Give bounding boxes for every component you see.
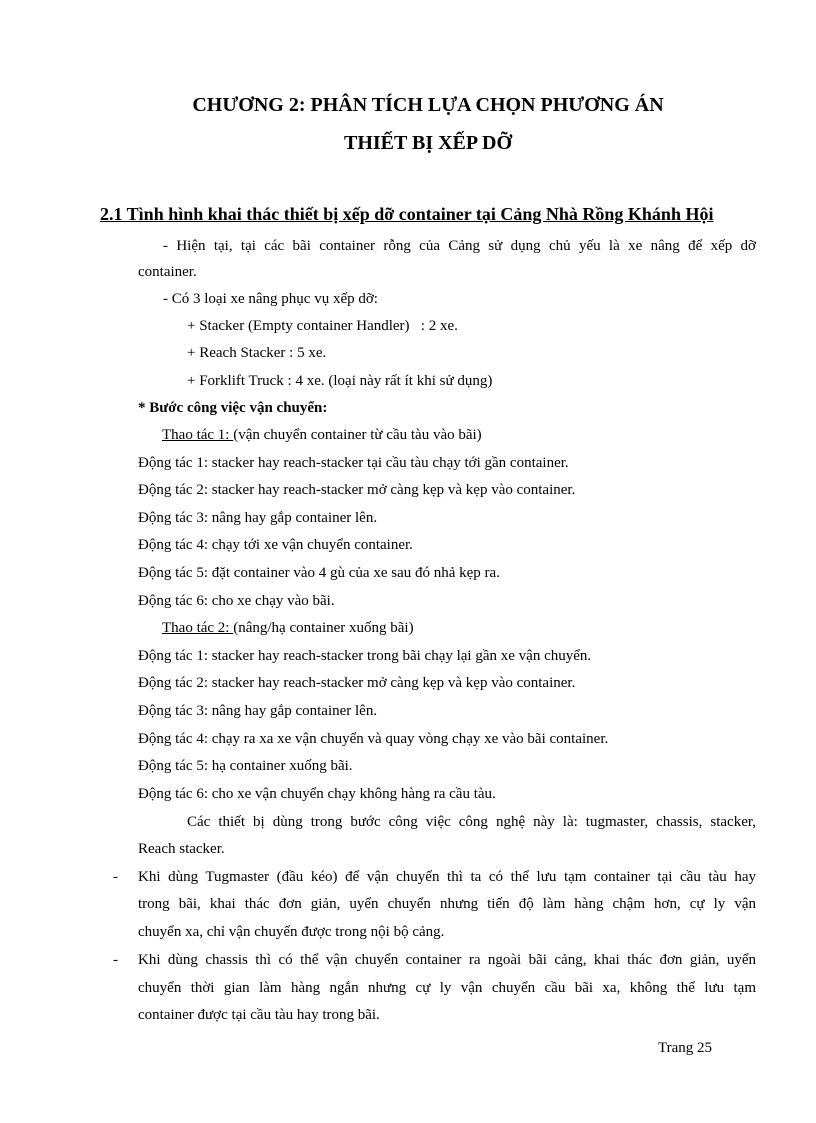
operation-1-label: Thao tác 1: xyxy=(162,427,234,443)
op2-action-2: Động tác 2: stacker hay reach-stacker mở càng kẹp và kẹp vào container. xyxy=(138,675,576,691)
equipment-note-line-1: Các thiết bị dùng trong bước công việc công nghệ này là: tugmaster, chassis, stacker, xyxy=(187,814,756,830)
tugmaster-line-2: trong bãi, khai thác đơn giản, uyển chuyển nhưng tiến độ làm hàng chậm hơn, cự ly vận xyxy=(138,896,756,912)
op2-action-4: Động tác 4: chạy ra xa xe vận chuyển và quay vòng chạy xe vào bãi container. xyxy=(138,731,609,747)
equipment-note-line-2: Reach stacker. xyxy=(138,841,225,857)
operation-2 xyxy=(162,620,414,637)
operation-1-desc: (vận chuyển container từ cầu tàu vào bãi) xyxy=(233,427,482,443)
op2-action-1: Động tác 1: stacker hay reach-stacker trong bãi chạy lại gần xe vận chuyển. xyxy=(138,648,592,664)
chapter-title-line-1: CHƯƠNG 2: PHÂN TÍCH LỰA CHỌN PHƯƠNG ÁN xyxy=(192,94,664,116)
steps-heading: * Bước công việc vận chuyển: xyxy=(138,400,328,416)
op1-action-5: Động tác 5: đặt container vào 4 gù của xe sau đó nhả kẹp ra. xyxy=(138,565,500,581)
bullet-dash-tugmaster: - xyxy=(113,869,118,885)
op2-action-5: Động tác 5: hạ container xuống bãi. xyxy=(138,758,353,774)
intro-line-2: container. xyxy=(138,264,197,280)
tugmaster-line-3: chuyển xa, chỉ vận chuyển được trong nội bộ cảng. xyxy=(138,924,445,940)
op1-action-1: Động tác 1: stacker hay reach-stacker tại cầu tàu chạy tới gần container. xyxy=(138,455,569,471)
operation-2-label: Thao tác 2: xyxy=(162,620,234,636)
tugmaster-line-1: Khi dùng Tugmaster (đầu kéo) để vận chuyển thì ta có thể lưu tạm container tại cầu tàu hay xyxy=(138,869,756,885)
intro-line-3: - Có 3 loại xe nâng phục vụ xếp dỡ: xyxy=(163,291,378,307)
op1-action-6: Động tác 6: cho xe chạy vào bãi. xyxy=(138,593,335,609)
chassis-line-2: chuyển thời gian làm hàng ngắn nhưng cự ly vận chuyển cầu bãi xa, không thể lưu tạm xyxy=(138,980,756,996)
op1-action-4: Động tác 4: chạy tới xe vận chuyển container. xyxy=(138,537,413,553)
equipment-reach-stacker: + Reach Stacker : 5 xe. xyxy=(187,345,327,361)
operation-2-desc: (nâng/hạ container xuống bãi) xyxy=(233,620,414,636)
section-heading: 2.1 Tình hình khai thác thiết bị xếp dỡ container tại Cảng Nhà Rồng Khánh Hội xyxy=(100,204,714,224)
chassis-line-3: container được tại cầu tàu hay trong bãi. xyxy=(138,1007,380,1023)
bullet-dash-chassis: - xyxy=(113,952,118,968)
intro-line-1: - Hiện tại, tại các bãi container rỗng của Cảng sử dụng chủ yếu là xe nâng để xếp dỡ xyxy=(163,238,756,254)
op1-action-2: Động tác 2: stacker hay reach-stacker mở càng kẹp và kẹp vào container. xyxy=(138,482,576,498)
page-number: Trang 25 xyxy=(658,1040,713,1056)
op2-action-3: Động tác 3: nâng hay gắp container lên. xyxy=(138,703,378,719)
equipment-stacker: + Stacker (Empty container Handler) : 2 xe. xyxy=(187,318,458,334)
chapter-title-line-2: THIẾT BỊ XẾP DỠ xyxy=(343,132,513,154)
chassis-line-1: Khi dùng chassis thì có thể vận chuyển container ra ngoài bãi cảng, khai thác đơn giản, uyển xyxy=(138,952,756,968)
equipment-forklift: + Forklift Truck : 4 xe. (loại này rất ít khi sử dụng) xyxy=(187,373,493,389)
operation-1 xyxy=(162,427,482,444)
op1-action-3: Động tác 3: nâng hay gắp container lên. xyxy=(138,510,378,526)
op2-action-6: Động tác 6: cho xe vận chuyển chạy không hàng ra cầu tàu. xyxy=(138,786,496,802)
